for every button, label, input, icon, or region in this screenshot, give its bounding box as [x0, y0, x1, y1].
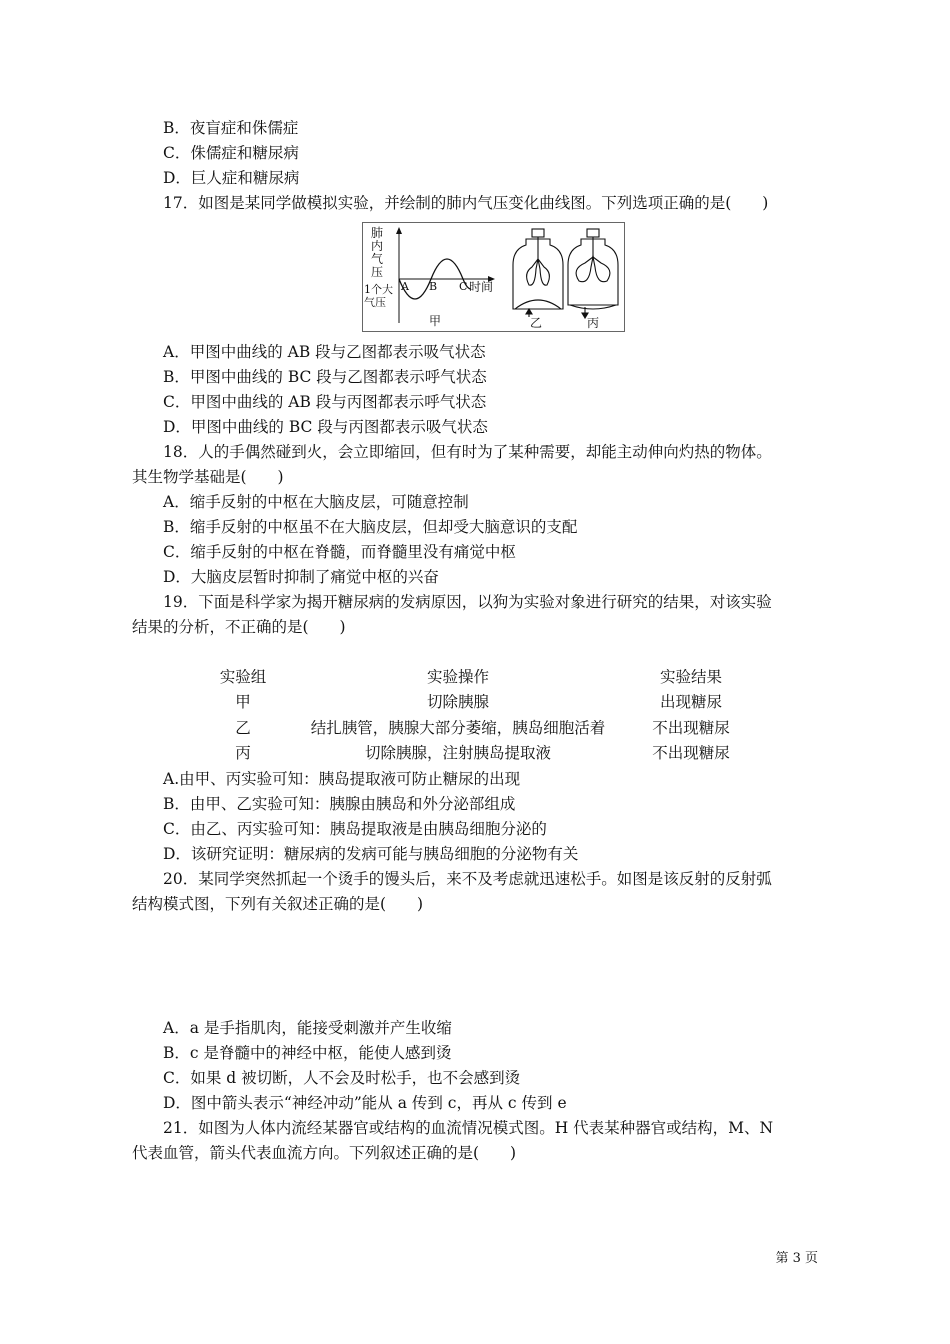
q18-stem-line2: 其生物学基础是( )	[132, 468, 284, 486]
table-cell: 不出现糖尿	[652, 744, 730, 762]
q19-option-c: C．由乙、丙实验可知：胰岛提取液是由胰岛细胞分泌的	[163, 820, 547, 838]
point-c: C	[459, 280, 468, 293]
point-b: B	[429, 280, 438, 293]
y-axis-arrow	[396, 227, 402, 234]
table-cell: 丙	[235, 744, 251, 762]
table-cell: 不出现糖尿	[652, 719, 730, 737]
x-axis-label: 时间	[469, 280, 494, 294]
table-cell: 乙	[235, 719, 251, 737]
q16-option-c: C．侏儒症和糖尿病	[163, 144, 299, 162]
q17-option-a: A．甲图中曲线的 AB 段与乙图都表示吸气状态	[163, 343, 486, 361]
q20-option-c: C．如果 d 被切断，人不会及时松手，也不会感到烫	[163, 1069, 521, 1087]
table-cell: 甲	[235, 693, 251, 711]
q20-option-d: D．图中箭头表示“神经冲动”能从 a 传到 c，再从 c 传到 e	[163, 1094, 567, 1112]
y-label-3: 气	[371, 252, 384, 266]
q19-option-a: A.由甲、丙实验可知：胰岛提取液可防止糖尿的出现	[163, 770, 521, 788]
table-cell: 切除胰腺，注射胰岛提取液	[364, 744, 552, 762]
q17-stem: 17．如图是某同学做模拟实验，并绘制的肺内气压变化曲线图。下列选项正确的是( )	[163, 194, 769, 212]
q21-stem-line2: 代表血管，箭头代表血流方向。下列叙述正确的是( )	[132, 1144, 517, 1162]
q17-option-d: D．甲图中曲线的 BC 段与丙图都表示吸气状态	[163, 418, 488, 436]
baseline-label-1: 1个大	[364, 283, 393, 296]
label-jia: 甲	[429, 314, 442, 328]
q19-option-b: B．由甲、乙实验可知：胰腺由胰岛和外分泌部组成	[163, 795, 516, 813]
q18-option-c: C．缩手反射的中枢在脊髓，而脊髓里没有痛觉中枢	[163, 543, 516, 561]
q16-option-d: D．巨人症和糖尿病	[163, 169, 300, 187]
table-cell: 切除胰腺	[426, 693, 490, 711]
q18-stem-line1: 18．人的手偶然碰到火，会立即缩回，但有时为了某种需要，却能主动伸向灼热的物体。	[163, 443, 772, 461]
bell-jar-yi	[513, 229, 563, 317]
q18-option-b: B．缩手反射的中枢虽不在大脑皮层，但却受大脑意识的支配	[163, 518, 578, 536]
table-header-group: 实验组	[219, 668, 267, 686]
table-header-result: 实验结果	[659, 668, 723, 686]
q18-option-d: D．大脑皮层暂时抑制了痛觉中枢的兴奋	[163, 568, 439, 586]
y-label-2: 内	[371, 239, 384, 253]
q19-stem-line2: 结果的分析，不正确的是( )	[132, 618, 346, 636]
q16-option-b: B．夜盲症和侏儒症	[163, 119, 299, 137]
y-label-4: 压	[371, 265, 384, 279]
table-cell: 结扎胰管，胰腺大部分萎缩，胰岛细胞活着	[310, 719, 606, 737]
q17-option-c: C．甲图中曲线的 AB 段与丙图都表示呼气状态	[163, 393, 487, 411]
page-number: 第 3 页	[775, 1251, 818, 1266]
q17-figure	[362, 222, 625, 332]
q20-option-a: A．a 是手指肌肉，能接受刺激并产生收缩	[163, 1019, 452, 1037]
q20-stem-line2: 结构模式图，下列有关叙述正确的是( )	[132, 895, 424, 913]
q21-stem-line1: 21．如图为人体内流经某器官或结构的血流情况模式图。H 代表某种器官或结构，M、N	[163, 1119, 774, 1137]
table-header-operation: 实验操作	[426, 668, 490, 686]
q18-option-a: A．缩手反射的中枢在大脑皮层，可随意控制	[163, 493, 469, 511]
baseline-label-2: 气压	[364, 296, 386, 309]
label-yi: 乙	[530, 316, 543, 330]
point-a: A	[401, 280, 409, 293]
bell-jar-bing	[568, 229, 618, 318]
y-label-1: 肺	[371, 226, 384, 240]
q17-option-b: B．甲图中曲线的 BC 段与乙图都表示呼气状态	[163, 368, 487, 386]
table-cell: 出现糖尿	[659, 693, 723, 711]
label-bing: 丙	[587, 316, 600, 330]
q19-option-d: D．该研究证明：糖尿病的发病可能与胰岛细胞的分泌物有关	[163, 845, 579, 863]
q20-option-b: B．c 是脊髓中的神经中枢，能使人感到烫	[163, 1044, 452, 1062]
q20-stem-line1: 20．某同学突然抓起一个烫手的馒头后，来不及考虑就迅速松手。如图是该反射的反射弧	[163, 870, 772, 888]
q19-stem-line1: 19．下面是科学家为揭开糖尿病的发病原因，以狗为实验对象进行研究的结果，对该实验	[163, 593, 772, 611]
